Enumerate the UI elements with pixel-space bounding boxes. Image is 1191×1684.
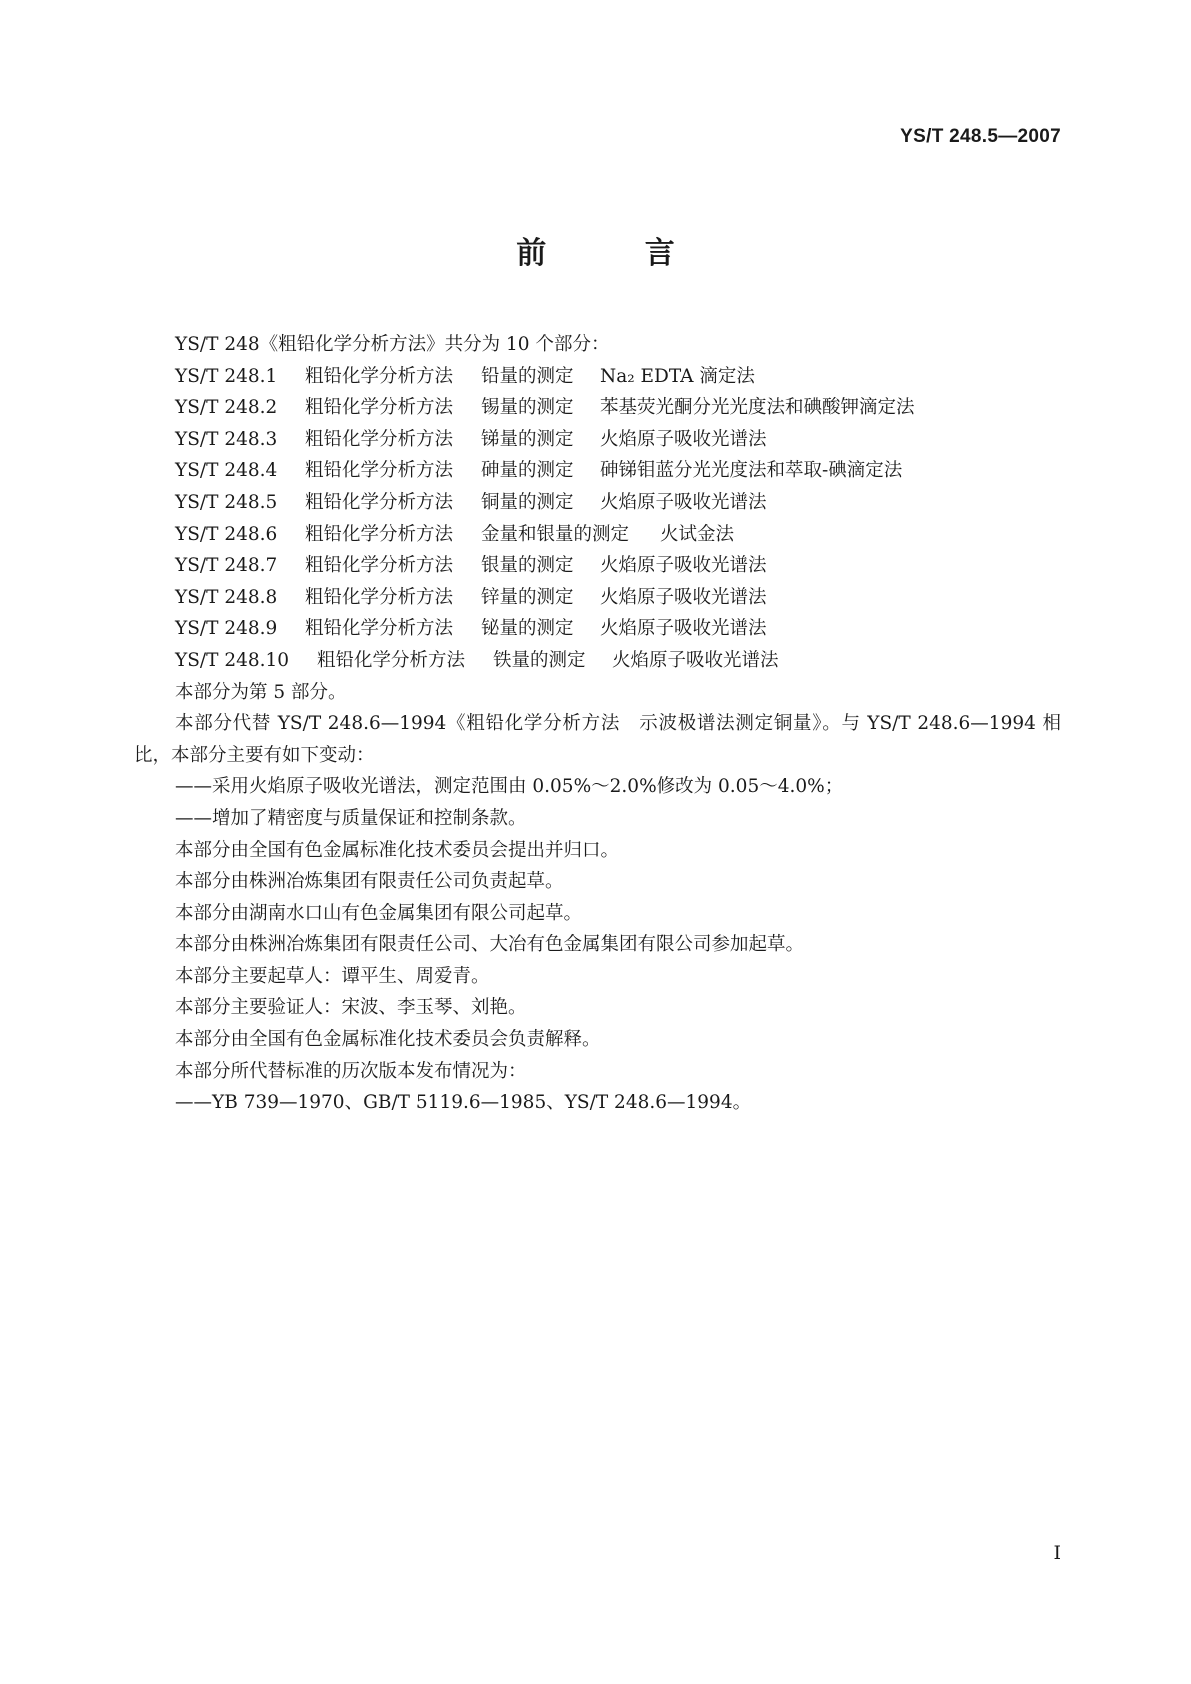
paragraph-verifiers: 本部分主要验证人：宋波、李玉琴、刘艳。 <box>175 997 527 1019</box>
part-code: YS/T 248.6 <box>175 523 278 545</box>
paragraph-part-number: 本部分为第 5 部分。 <box>175 681 347 703</box>
part-series: 粗铅化学分析方法 <box>305 523 454 545</box>
part-method: 苯基荧光酮分光光度法和碘酸钾滴定法 <box>600 397 915 419</box>
page-title: 前 言 <box>516 236 719 271</box>
part-item: 铋量的测定 <box>481 618 574 640</box>
page-number: I <box>1053 1542 1061 1564</box>
part-code: YS/T 248.7 <box>175 555 278 577</box>
part-method: 火焰原子吸收光谱法 <box>600 491 767 513</box>
part-method: 火焰原子吸收光谱法 <box>600 428 767 450</box>
part-item: 铅量的测定 <box>481 365 574 387</box>
part-series: 粗铅化学分析方法 <box>305 491 454 513</box>
part-code: YS/T 248.2 <box>175 397 278 419</box>
part-item: 铁量的测定 <box>493 649 586 671</box>
part-item: 砷量的测定 <box>481 460 574 482</box>
part-method: 火焰原子吸收光谱法 <box>612 649 779 671</box>
list-item <box>134 519 1061 551</box>
part-code: YS/T 248.3 <box>175 428 278 450</box>
foreword-body <box>134 329 1061 1119</box>
list-item <box>134 645 1061 677</box>
list-item <box>134 424 1061 456</box>
part-method: Na₂ EDTA 滴定法 <box>600 365 755 387</box>
change-item: ——采用火焰原子吸收光谱法，测定范围由 0.05%～2.0%修改为 0.05～4.0%； <box>175 776 844 798</box>
paragraph-history-intro: 本部分所代替标准的历次版本发布情况为： <box>175 1060 527 1082</box>
paragraph-history-list: ——YB 739—1970、GB/T 5119.6—1985、YS/T 248.6—1994。 <box>175 1092 752 1114</box>
parts-list <box>134 361 1061 677</box>
part-method: 火焰原子吸收光谱法 <box>600 618 767 640</box>
paragraph-replacement: 本部分代替 YS/T 248.6—1994《粗铅化学分析方法 示波极谱法测定铜量》。与 YS/T 248.6—1994 相比，本部分主要有如下变动： <box>134 713 1061 766</box>
part-code: YS/T 248.9 <box>175 618 278 640</box>
paragraph-drafter: 本部分由湖南水口山有色金属集团有限公司起草。 <box>175 902 583 924</box>
list-item <box>134 613 1061 645</box>
part-series: 粗铅化学分析方法 <box>305 460 454 482</box>
part-code: YS/T 248.5 <box>175 491 278 513</box>
part-method: 火焰原子吸收光谱法 <box>600 555 767 577</box>
paragraph-co-drafters: 本部分由株洲冶炼集团有限责任公司、大冶有色金属集团有限公司参加起草。 <box>175 934 805 956</box>
paragraph-proposer: 本部分由全国有色金属标准化技术委员会提出并归口。 <box>175 839 620 861</box>
list-item <box>134 487 1061 519</box>
part-code: YS/T 248.8 <box>175 586 278 608</box>
part-code: YS/T 248.1 <box>175 365 278 387</box>
part-item: 银量的测定 <box>481 555 574 577</box>
part-item: 金量和银量的测定 <box>481 523 630 545</box>
paragraph-interpretation: 本部分由全国有色金属标准化技术委员会负责解释。 <box>175 1029 601 1051</box>
change-item: ——增加了精密度与质量保证和控制条款。 <box>175 807 527 829</box>
part-method: 砷锑钼蓝分光光度法和萃取-碘滴定法 <box>600 460 903 482</box>
part-item: 铜量的测定 <box>481 491 574 513</box>
paragraph-lead-drafter: 本部分由株洲冶炼集团有限责任公司负责起草。 <box>175 871 564 893</box>
paragraph-drafting-persons: 本部分主要起草人：谭平生、周爱青。 <box>175 965 490 987</box>
part-series: 粗铅化学分析方法 <box>305 365 454 387</box>
part-method: 火试金法 <box>660 523 735 545</box>
list-item <box>134 582 1061 614</box>
standard-code-header: YS/T 248.5—2007 <box>900 126 1061 147</box>
part-series: 粗铅化学分析方法 <box>305 428 454 450</box>
part-code: YS/T 248.10 <box>175 649 290 671</box>
part-series: 粗铅化学分析方法 <box>305 618 454 640</box>
part-item: 锑量的测定 <box>481 428 574 450</box>
part-series: 粗铅化学分析方法 <box>305 555 454 577</box>
intro-paragraph: YS/T 248《粗铅化学分析方法》共分为 10 个部分： <box>175 334 610 355</box>
part-item: 锌量的测定 <box>481 586 574 608</box>
list-item <box>134 361 1061 393</box>
list-item <box>134 455 1061 487</box>
list-item <box>134 550 1061 582</box>
part-code: YS/T 248.4 <box>175 460 278 482</box>
part-method: 火焰原子吸收光谱法 <box>600 586 767 608</box>
part-item: 锡量的测定 <box>481 397 574 419</box>
part-series: 粗铅化学分析方法 <box>305 397 454 419</box>
list-item <box>134 392 1061 424</box>
part-series: 粗铅化学分析方法 <box>305 586 454 608</box>
part-series: 粗铅化学分析方法 <box>317 649 466 671</box>
